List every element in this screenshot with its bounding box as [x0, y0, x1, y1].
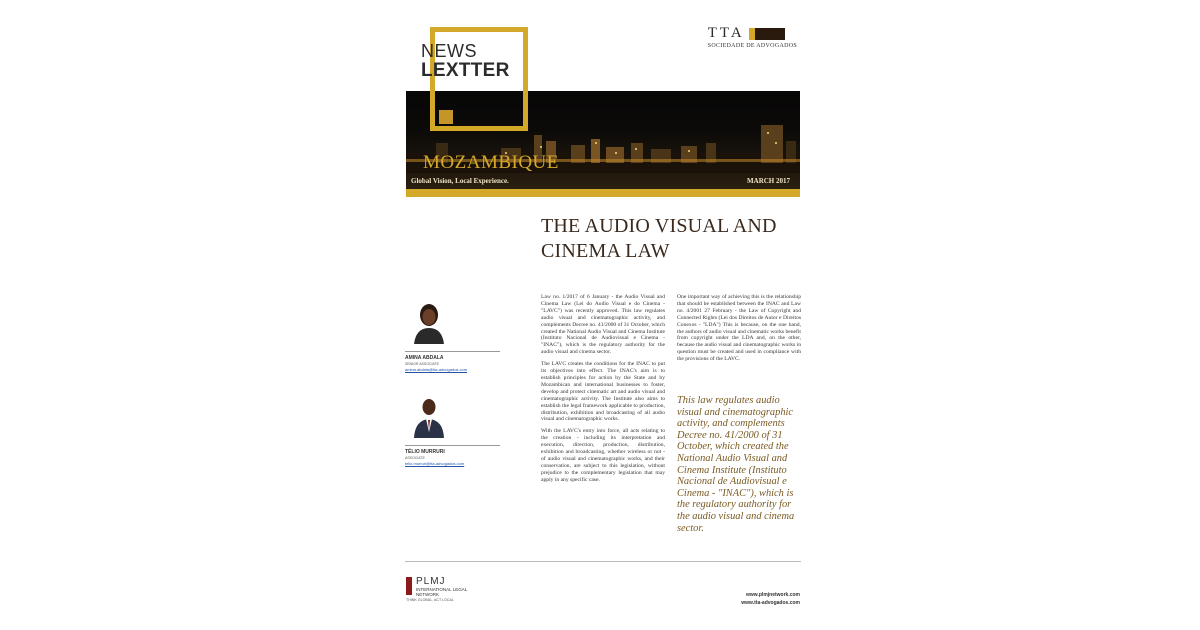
author-photo-telio: [411, 392, 447, 438]
author-email-link[interactable]: telio.murruri@tta-advogados.com: [405, 461, 465, 466]
pull-quote: This law regulates audio visual and cinematographic activity, and complements Decree no. 41/2000 of 31 October, which created the National Audio Visual and Cinema Institute (Instituto Nacional de Audiovisual e Cinema - "INAC"), which is the regulatory authority for the audio visual and cinema sector.: [677, 395, 795, 534]
footer-divider: [405, 561, 801, 562]
author-role: ASSOCIATE: [405, 456, 425, 460]
article-title: [541, 214, 791, 264]
news-line2: LEXTTER: [421, 60, 510, 81]
author-card: [405, 298, 500, 372]
tagline: Global Vision, Local Experience.: [411, 177, 509, 185]
footer-link-tta[interactable]: www.tta-advogados.com: [741, 600, 800, 606]
gold-rule: [406, 189, 800, 197]
title-line1: THE AUDIO VISUAL AND: [541, 215, 777, 237]
author-email-link[interactable]: amina.abdala@tta-advogados.com: [405, 367, 468, 372]
news-line1: NEWS: [421, 41, 477, 61]
paragraph: Law no. 1/2017 of 6 January - the Audio Visual and Cinema Law (Lei do Audio Visual e do Cinema - "LAVC") was recently approved. This law regulates audio visual and cinematographic activity, and complements Decree no. 41/2000 of 31 October, which created the National Audio Visual and Cinema Institute (Instituto Nacional de Audiovisual e Cinema - "INAC"), which is the regulatory authority for the audio visual and cinema sector.: [541, 294, 665, 356]
paragraph: One important way of achieving this is the relationship that should be established between the INAC and Law no. 4/2001 27 February - the Law of Copyright and Connected Rights (Lei dos Direitos de Autor e Direitos Conexos - "LDA") This is because, on the one hand, the authors of audio visual and cinematic works benefit from copyright under the LDA and, on the other, because the audio visual and cinematographic works in question must be created and used in compliance with the provisions of the LAVC.: [677, 294, 801, 363]
issue-date: MARCH 2017: [747, 177, 790, 185]
newsletter-title: [421, 42, 510, 80]
logo-subtitle: SOCIEDADE DE ADVOGADOS: [707, 43, 797, 50]
gold-square: [439, 110, 453, 124]
plmj-subtitle: INTERNATIONAL LEGAL NETWORK: [416, 587, 468, 597]
title-line2: CINEMA LAW: [541, 240, 670, 262]
newsletter-page: [403, 18, 803, 618]
author-name: AMINA ABDALA: [405, 355, 444, 361]
author-role: SENIOR ASSOCIATE: [405, 362, 439, 366]
plmj-tagline: THINK GLOBAL, ACT LOCAL: [406, 598, 454, 602]
article-column-1: [541, 294, 665, 489]
tta-logo: [708, 24, 797, 49]
footer-links: [741, 591, 800, 607]
author-card: [405, 392, 500, 466]
article-column-2: [677, 294, 801, 368]
paragraph: With the LAVC's entry into force, all acts relating to the creation - including its interpretation and execution, direction, production, distribution, exhibition and broadcasting, whether wireless or not - of audio visual and cinematographic works, and their conservation, are subject to this legislation, without prejudice to the complementary legislation that may apply in any specific case.: [541, 428, 665, 483]
plmj-name: PLMJ: [416, 576, 446, 587]
author-divider: [405, 445, 500, 446]
plmj-mark-icon: [406, 577, 412, 595]
author-photo-amina: [411, 298, 447, 344]
logo-bars-icon: [749, 24, 785, 42]
paragraph: The LAVC creates the conditions for the INAC to put its objectives into effect. The INAC's aim is to establish principles for action by the State and by Mozambican and international businesses to foster, develop and protect cinematic art and audio visual and cinematographic activity. The Institute also aims to establish the legal framework applicable to production, distribution, exhibition and broadcasting of all audio visual and cinematographic works.: [541, 361, 665, 423]
footer-link-plmj[interactable]: www.plmjnetwork.com: [746, 592, 800, 598]
logo-text: TTA: [707, 24, 745, 41]
author-name: TÉLIO MURRURI: [405, 449, 445, 455]
author-divider: [405, 351, 500, 352]
country-title: MOZAMBIQUE: [423, 152, 559, 173]
